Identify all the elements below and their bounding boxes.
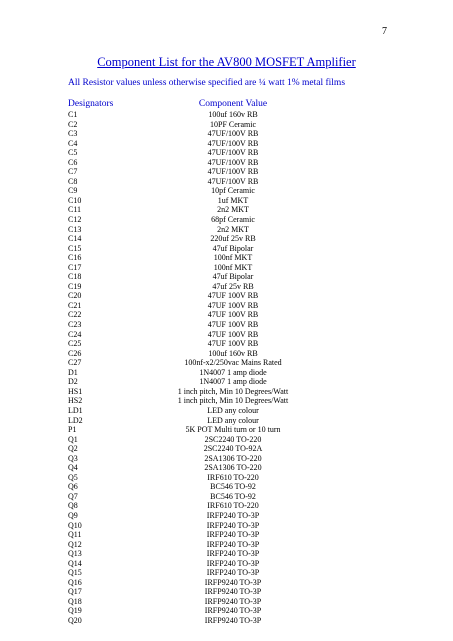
component-value: 2n2 MKT (217, 224, 249, 234)
component-value: 2SC2240 TO-92A (203, 444, 263, 454)
component-value: 100nf MKT (213, 262, 253, 272)
component-value: 47UF 100V RB (207, 320, 259, 330)
designator: Q3 (68, 453, 78, 463)
designator: Q10 (68, 520, 82, 530)
designator: Q13 (68, 549, 82, 559)
component-value: 2SC2240 TO-220 (204, 434, 262, 444)
designator: C5 (68, 148, 78, 158)
component-row (68, 282, 388, 292)
component-value: IRFP240 TO-3P (206, 568, 260, 578)
component-row (68, 339, 388, 349)
component-value: LED any colour (207, 405, 259, 415)
designator: Q6 (68, 482, 78, 492)
component-row (68, 578, 388, 588)
designator: Q2 (68, 444, 78, 454)
component-value: 47UF/100V RB (207, 129, 259, 139)
component-value: 2SA1306 TO-220 (204, 463, 262, 473)
component-row (68, 454, 388, 464)
component-row (68, 435, 388, 445)
designator: C27 (68, 358, 82, 368)
designator: Q17 (68, 587, 82, 597)
component-value: IRFP240 TO-3P (206, 510, 260, 520)
component-row (68, 186, 388, 196)
component-row (68, 406, 388, 416)
component-row (68, 167, 388, 177)
component-row (68, 444, 388, 454)
component-row (68, 310, 388, 320)
designator: C12 (68, 215, 82, 225)
component-row (68, 511, 388, 521)
component-value: 10PF Ceramic (210, 119, 256, 129)
component-row (68, 425, 388, 435)
designator: Q16 (68, 577, 82, 587)
component-value: 47UF 100V RB (207, 291, 259, 301)
component-row (68, 349, 388, 359)
component-value: 1 inch pitch, Min 10 Degrees/Watt (177, 396, 289, 406)
designator: Q12 (68, 539, 82, 549)
component-value: 47UF 100V RB (207, 310, 259, 320)
designator: P1 (68, 425, 77, 435)
designator: C2 (68, 119, 78, 129)
designators-header: Designators (68, 99, 114, 109)
designator: LD1 (68, 405, 83, 415)
component-row (68, 540, 388, 550)
designator: C9 (68, 186, 78, 196)
component-value: IRFP240 TO-3P (206, 558, 260, 568)
component-value: 1N4007 1 amp diode (199, 377, 267, 387)
designator: C26 (68, 348, 82, 358)
component-value: 47UF 100V RB (207, 300, 259, 310)
component-value: 10pf Ceramic (211, 186, 255, 196)
component-list (68, 110, 388, 626)
component-row (68, 549, 388, 559)
component-value: 47uf Bipolar (212, 243, 254, 253)
component-value: 47UF 100V RB (207, 339, 259, 349)
designator: C17 (68, 262, 82, 272)
designator: HS2 (68, 396, 83, 406)
component-row (68, 291, 388, 301)
component-value: 47UF/100V RB (207, 157, 259, 167)
component-value: IRFP240 TO-3P (206, 549, 260, 559)
designator: HS1 (68, 386, 83, 396)
component-value: 47uf 25v RB (212, 281, 254, 291)
designator: C1 (68, 110, 78, 119)
component-row (68, 377, 388, 387)
component-row (68, 482, 388, 492)
component-value: 5K POT Multi turn or 10 turn (185, 425, 281, 435)
component-value: IRFP9240 TO-3P (204, 596, 262, 606)
component-value: 47UF/100V RB (207, 148, 259, 158)
component-value: IRFP240 TO-3P (206, 520, 260, 530)
component-value: 68pf Ceramic (211, 215, 255, 225)
component-value: 47UF/100V RB (207, 167, 259, 177)
designator: C3 (68, 129, 78, 139)
designator: D1 (68, 367, 78, 377)
component-value: IRFP9240 TO-3P (204, 577, 262, 587)
designator: C19 (68, 281, 82, 291)
component-value: LED any colour (207, 415, 259, 425)
designator: LD2 (68, 415, 83, 425)
component-row (68, 616, 388, 626)
designator: Q7 (68, 491, 78, 501)
component-row (68, 120, 388, 130)
designator: C25 (68, 339, 82, 349)
designator: C21 (68, 300, 82, 310)
component-row (68, 387, 388, 397)
component-row (68, 148, 388, 158)
component-row (68, 253, 388, 263)
component-value: IRFP9240 TO-3P (204, 615, 262, 625)
designator: Q20 (68, 615, 82, 625)
component-value: IRFP240 TO-3P (206, 539, 260, 549)
component-row (68, 559, 388, 569)
component-row (68, 597, 388, 607)
component-value: 47UF 100V RB (207, 329, 259, 339)
designator: C10 (68, 195, 82, 205)
component-row (68, 320, 388, 330)
designator: C6 (68, 157, 78, 167)
component-value: 1N4007 1 amp diode (199, 367, 267, 377)
component-value: 100nf-x2/250vac Mains Rated (184, 358, 282, 368)
designator: C7 (68, 167, 78, 177)
component-value: BC546 TO-92 (210, 482, 256, 492)
designator: C18 (68, 272, 82, 282)
component-row (68, 530, 388, 540)
component-value: 47UF/100V RB (207, 176, 259, 186)
component-value: 1 inch pitch, Min 10 Degrees/Watt (177, 386, 289, 396)
component-value: IRFP9240 TO-3P (204, 587, 262, 597)
designator: Q15 (68, 568, 82, 578)
component-value: 100nf MKT (213, 253, 253, 263)
component-row (68, 330, 388, 340)
component-row (68, 568, 388, 578)
designator: Q5 (68, 472, 78, 482)
component-value: IRF610 TO-220 (207, 501, 259, 511)
component-row (68, 358, 388, 368)
designator: Q8 (68, 501, 78, 511)
component-value: IRF610 TO-220 (207, 472, 259, 482)
designator: C16 (68, 253, 82, 263)
designator: C23 (68, 320, 82, 330)
designator: Q11 (68, 530, 82, 540)
component-row (68, 234, 388, 244)
designator: C14 (68, 234, 82, 244)
component-row (68, 492, 388, 502)
component-value: 47uf Bipolar (212, 272, 254, 282)
component-row (68, 272, 388, 282)
component-value-header: Component Value (198, 99, 268, 109)
component-value: 220uf 25v RB (210, 234, 256, 244)
component-value: 100uf 160v RB (208, 110, 258, 119)
designator: C24 (68, 329, 82, 339)
component-row (68, 139, 388, 149)
designator: Q19 (68, 606, 82, 616)
component-value: IRFP9240 TO-3P (204, 606, 262, 616)
designator: C11 (68, 205, 82, 215)
component-row (68, 129, 388, 139)
component-value: 2SA1306 TO-220 (204, 453, 262, 463)
component-row (68, 177, 388, 187)
designator: C20 (68, 291, 82, 301)
component-row (68, 416, 388, 426)
designator: C15 (68, 243, 82, 253)
component-value: 2n2 MKT (217, 205, 249, 215)
component-row (68, 473, 388, 483)
designator: Q1 (68, 434, 78, 444)
component-row (68, 244, 388, 254)
component-row (68, 587, 388, 597)
component-row (68, 368, 388, 378)
designator: Q9 (68, 510, 78, 520)
component-row (68, 205, 388, 215)
designator: C8 (68, 176, 78, 186)
component-row (68, 225, 388, 235)
component-row (68, 196, 388, 206)
component-value: 47UF/100V RB (207, 138, 259, 148)
component-value: BC546 TO-92 (210, 491, 256, 501)
designator: Q14 (68, 558, 82, 568)
component-row (68, 158, 388, 168)
designator: C13 (68, 224, 82, 234)
component-value: 100uf 160v RB (208, 348, 258, 358)
page-number: 7 (382, 26, 387, 37)
component-row (68, 301, 388, 311)
designator: Q18 (68, 596, 82, 606)
component-value: 1uf MKT (217, 195, 249, 205)
designator: C22 (68, 310, 82, 320)
designator: Q4 (68, 463, 78, 473)
resistor-note: All Resistor values unless otherwise specified are ¼ watt 1% metal films (68, 78, 346, 88)
document-title: Component List for the AV800 MOSFET Amplifier (97, 55, 356, 69)
designator: C4 (68, 138, 78, 148)
designator: D2 (68, 377, 78, 387)
component-row (68, 110, 388, 120)
component-row (68, 521, 388, 531)
component-value: IRFP240 TO-3P (206, 530, 260, 540)
component-row (68, 396, 388, 406)
component-row (68, 215, 388, 225)
component-row (68, 501, 388, 511)
component-row (68, 463, 388, 473)
component-row (68, 263, 388, 273)
component-row (68, 606, 388, 616)
